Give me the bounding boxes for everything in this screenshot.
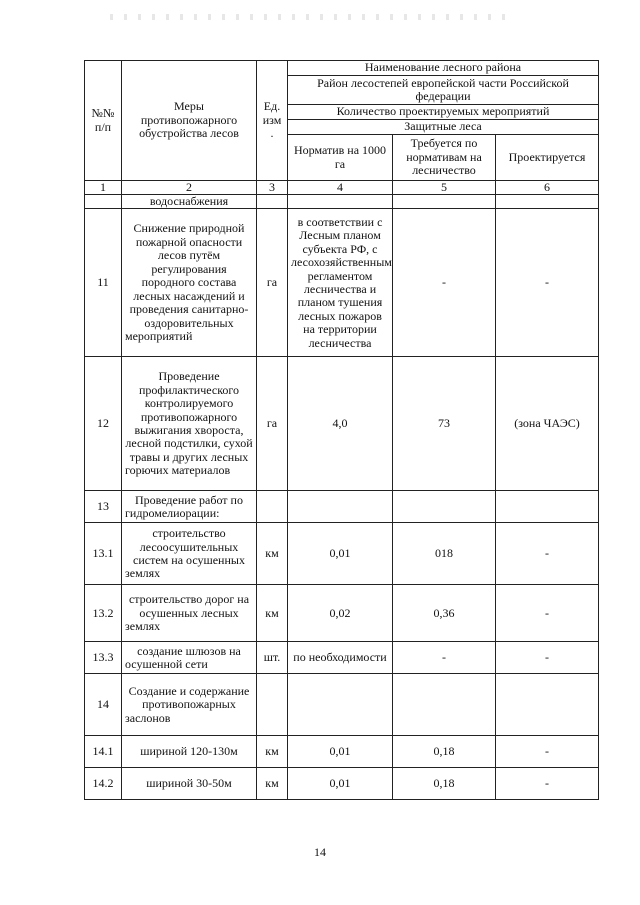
row-unit: га bbox=[257, 209, 288, 357]
row-required: 0,18 bbox=[393, 768, 496, 800]
row-unit: км bbox=[257, 736, 288, 768]
row-projected: - bbox=[496, 768, 599, 800]
row-unit: км bbox=[257, 585, 288, 642]
table-row bbox=[85, 523, 599, 585]
row-measure: шириной 120-130м bbox=[122, 736, 257, 768]
row-norm: 0,01 bbox=[288, 523, 393, 585]
row-projected bbox=[496, 674, 599, 736]
header-required: Требуется по нормативам на лесничество bbox=[393, 135, 496, 181]
row-unit: га bbox=[257, 357, 288, 491]
row-projected: - bbox=[496, 642, 599, 674]
col-number: 5 bbox=[393, 181, 496, 195]
row-projected: - bbox=[496, 209, 599, 357]
row-measure: строительство дорог на осушенных лесных землях bbox=[122, 585, 257, 642]
row-num: 13.3 bbox=[85, 642, 122, 674]
row-required bbox=[393, 491, 496, 523]
header-region: Район лесостепей европейской части Российской федерации bbox=[288, 76, 599, 105]
row-measure: строительство лесоосушительных систем на осушенных землях bbox=[122, 523, 257, 585]
table-row bbox=[85, 642, 599, 674]
row-num: 14.2 bbox=[85, 768, 122, 800]
row-measure: создание шлюзов на осушенной сети bbox=[122, 642, 257, 674]
header-qty: Количество проектируемых мероприятий bbox=[288, 105, 599, 120]
row-norm bbox=[288, 491, 393, 523]
header-projected: Проектируется bbox=[496, 135, 599, 181]
row-unit: шт. bbox=[257, 642, 288, 674]
col-number: 1 bbox=[85, 181, 122, 195]
table-row bbox=[85, 768, 599, 800]
row-norm: в соответствии с Лесным планом субъекта РФ, с лесохозяйственным регламентом лесничества и планом тушения лесных пожаров на территории лесничества bbox=[288, 209, 393, 357]
row-required: - bbox=[393, 642, 496, 674]
row-measure: Снижение природной пожарной опасности лесов путём регулирования породного состава лесных насаждений и проведения санитарно-оздоровительных мероприятий bbox=[122, 209, 257, 357]
row-num: 13 bbox=[85, 491, 122, 523]
continuation-text: водоснабжения bbox=[122, 195, 257, 209]
table-row bbox=[85, 491, 599, 523]
col-number: 2 bbox=[122, 181, 257, 195]
row-projected: - bbox=[496, 523, 599, 585]
header-norm: Норматив на 1000 га bbox=[288, 135, 393, 181]
row-num: 12 bbox=[85, 357, 122, 491]
row-num: 13.1 bbox=[85, 523, 122, 585]
row-projected: (зона ЧАЭС) bbox=[496, 357, 599, 491]
table-row bbox=[85, 674, 599, 736]
header-forest-region-name: Наименование лесного района bbox=[288, 61, 599, 76]
scan-artifact bbox=[110, 14, 510, 20]
row-norm: 0,01 bbox=[288, 736, 393, 768]
row-required: 0,18 bbox=[393, 736, 496, 768]
header-num: №№ п/п bbox=[85, 61, 122, 181]
row-num: 13.2 bbox=[85, 585, 122, 642]
row-measure: Создание и содержание противопожарных заслонов bbox=[122, 674, 257, 736]
table-row bbox=[85, 736, 599, 768]
row-norm: 0,01 bbox=[288, 768, 393, 800]
col-number: 6 bbox=[496, 181, 599, 195]
header-measures: Меры противопожарного обустройства лесов bbox=[122, 61, 257, 181]
row-unit: км bbox=[257, 523, 288, 585]
row-norm: 0,02 bbox=[288, 585, 393, 642]
header-unit: Ед. изм . bbox=[257, 61, 288, 181]
table-row bbox=[85, 195, 599, 209]
row-projected: - bbox=[496, 736, 599, 768]
row-required: 0,36 bbox=[393, 585, 496, 642]
row-measure: Проведение профилактического контролируемого противопожарного выжигания хвороста, лесной подстилки, сухой травы и других лесных горючих материалов bbox=[122, 357, 257, 491]
row-num: 11 bbox=[85, 209, 122, 357]
row-norm: по необходимости bbox=[288, 642, 393, 674]
row-measure: шириной 30-50м bbox=[122, 768, 257, 800]
fire-measures-table bbox=[84, 60, 599, 800]
table-row bbox=[85, 357, 599, 491]
table-row bbox=[85, 209, 599, 357]
col-number: 3 bbox=[257, 181, 288, 195]
row-unit bbox=[257, 674, 288, 736]
row-required: 73 bbox=[393, 357, 496, 491]
column-number-row bbox=[85, 181, 599, 195]
header-protective: Защитные леса bbox=[288, 120, 599, 135]
table-row bbox=[85, 585, 599, 642]
row-projected: - bbox=[496, 585, 599, 642]
row-norm: 4,0 bbox=[288, 357, 393, 491]
row-required: 018 bbox=[393, 523, 496, 585]
row-unit bbox=[257, 491, 288, 523]
row-unit: км bbox=[257, 768, 288, 800]
col-number: 4 bbox=[288, 181, 393, 195]
row-projected bbox=[496, 491, 599, 523]
row-required bbox=[393, 674, 496, 736]
row-num: 14 bbox=[85, 674, 122, 736]
page-number: 14 bbox=[314, 845, 326, 859]
row-measure: Проведение работ по гидромелиорации: bbox=[122, 491, 257, 523]
row-required: - bbox=[393, 209, 496, 357]
row-num: 14.1 bbox=[85, 736, 122, 768]
row-norm bbox=[288, 674, 393, 736]
